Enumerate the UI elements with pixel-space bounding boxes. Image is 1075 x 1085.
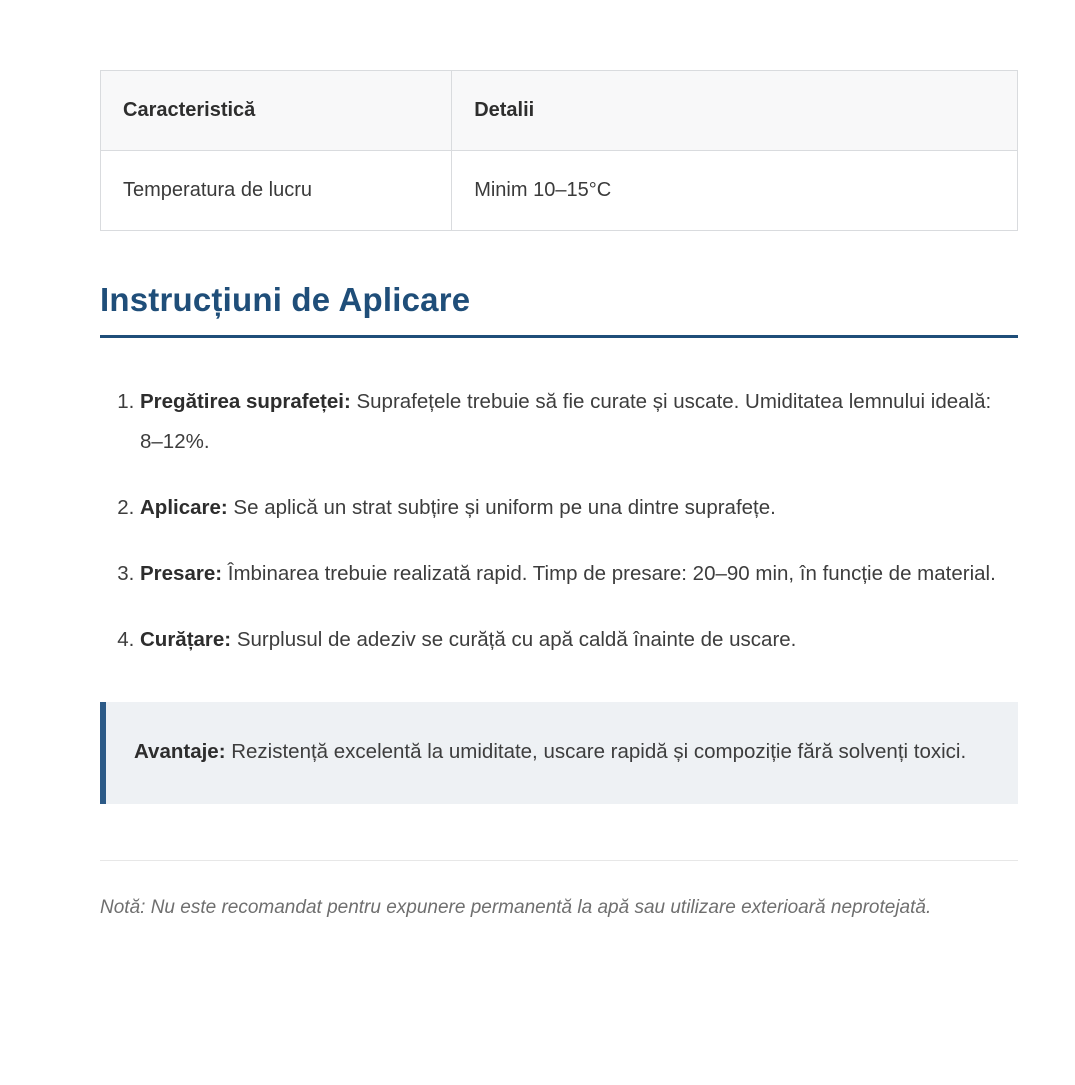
callout-label: Avantaje:	[134, 740, 226, 763]
footnote: Notă: Nu este recomandat pentru expunere permanentă la apă sau utilizare exterioară neprotejată.	[100, 897, 932, 918]
callout-text: Rezistență excelentă la umiditate, uscare rapidă și compoziție fără solvenți toxici.	[225, 740, 967, 763]
spec-table	[100, 70, 1018, 231]
step-3-label: Presare:	[140, 562, 223, 585]
note-divider	[100, 860, 1018, 861]
step-3-text: Îmbinarea trebuie realizată rapid. Timp de presare: 20–90 min, în funcție de material.	[222, 562, 996, 585]
list-item-step-4	[140, 620, 1018, 660]
table-header-detalii: Detalii	[452, 71, 1018, 151]
list-item-step-1	[140, 382, 1018, 462]
step-1-text: Suprafețele trebuie să fie curate și uscate. Umiditatea lemnului ideală: 8–12%.	[140, 390, 992, 453]
step-2-text: Se aplică un strat subțire și uniform pe una dintre suprafețe.	[227, 496, 776, 519]
list-item-step-3	[140, 554, 1018, 594]
step-4-text: Surplusul de adeziv se curăță cu apă caldă înainte de uscare.	[231, 628, 797, 651]
step-1-label: Pregătirea suprafeței:	[140, 390, 351, 413]
table-cell-detail: Minim 10–15°C	[452, 151, 1018, 231]
table-header-row	[101, 71, 1018, 151]
instruction-list	[100, 382, 1018, 660]
step-4-label: Curățare:	[140, 628, 232, 651]
document-content	[100, 0, 1018, 927]
advantages-callout	[100, 702, 1018, 804]
table-header-caracteristica: Caracteristică	[101, 71, 452, 151]
list-item-step-2	[140, 488, 1018, 528]
table-cell-feature: Temperatura de lucru	[101, 151, 452, 231]
section-title: Instrucțiuni de Aplicare	[100, 281, 1018, 338]
table-row	[101, 151, 1018, 231]
step-2-label: Aplicare:	[140, 496, 228, 519]
